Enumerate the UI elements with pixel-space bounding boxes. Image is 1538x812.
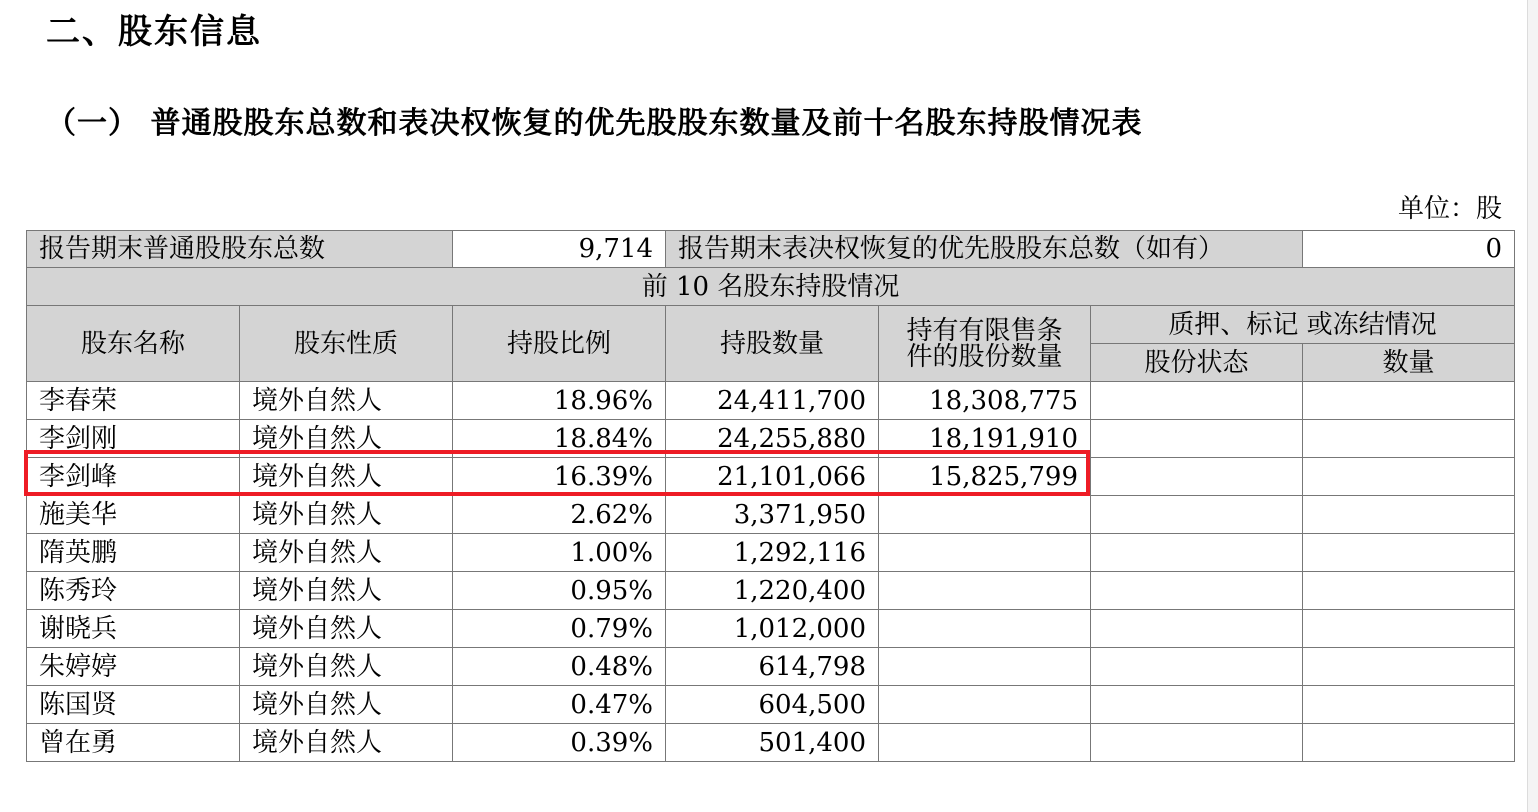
summary-row <box>27 231 1515 268</box>
holder-nature: 境外自然人 <box>240 686 453 724</box>
pledge-quantity <box>1303 534 1515 572</box>
holder-name: 隋英鹏 <box>27 534 240 572</box>
holder-name: 李剑刚 <box>27 420 240 458</box>
pledge-status <box>1091 724 1303 762</box>
pledge-quantity <box>1303 572 1515 610</box>
scrollbar[interactable] <box>1527 0 1538 812</box>
pledge-quantity <box>1303 496 1515 534</box>
restricted-quantity <box>879 572 1091 610</box>
restricted-quantity <box>879 686 1091 724</box>
shareholder-table <box>26 230 1515 762</box>
table-row <box>27 382 1515 420</box>
holding-quantity: 604,500 <box>666 686 879 724</box>
holder-nature: 境外自然人 <box>240 458 453 496</box>
holding-quantity: 1,012,000 <box>666 610 879 648</box>
holding-ratio: 1.00% <box>453 534 666 572</box>
pledge-quantity <box>1303 610 1515 648</box>
restricted-quantity <box>879 496 1091 534</box>
restricted-quantity <box>879 724 1091 762</box>
holding-quantity: 3,371,950 <box>666 496 879 534</box>
table-row <box>27 496 1515 534</box>
pledge-status <box>1091 686 1303 724</box>
holding-quantity: 614,798 <box>666 648 879 686</box>
pledge-status <box>1091 534 1303 572</box>
holder-name: 陈国贤 <box>27 686 240 724</box>
holder-name: 李春荣 <box>27 382 240 420</box>
holding-quantity: 1,220,400 <box>666 572 879 610</box>
holding-quantity: 24,255,880 <box>666 420 879 458</box>
holder-nature: 境外自然人 <box>240 382 453 420</box>
header-restricted-line2: 件的股份数量 <box>906 341 1063 372</box>
holding-ratio: 0.95% <box>453 572 666 610</box>
header-pledge-status: 股份状态 <box>1091 344 1303 382</box>
pledge-quantity <box>1303 420 1515 458</box>
pledge-quantity <box>1303 382 1515 420</box>
holding-quantity: 501,400 <box>666 724 879 762</box>
holding-quantity: 24,411,700 <box>666 382 879 420</box>
pledge-status <box>1091 572 1303 610</box>
restricted-quantity <box>879 648 1091 686</box>
header-nature: 股东性质 <box>240 306 453 382</box>
preferred-holders-label: 报告期末表决权恢复的优先股股东总数（如有） <box>666 231 1303 268</box>
top10-title-row <box>27 268 1515 306</box>
table-row <box>27 534 1515 572</box>
table-row <box>27 610 1515 648</box>
table-row <box>27 572 1515 610</box>
holder-name: 曾在勇 <box>27 724 240 762</box>
holder-nature: 境外自然人 <box>240 572 453 610</box>
holding-quantity: 21,101,066 <box>666 458 879 496</box>
table-row <box>27 686 1515 724</box>
restricted-quantity: 18,308,775 <box>879 382 1091 420</box>
holder-name: 施美华 <box>27 496 240 534</box>
holding-ratio: 0.47% <box>453 686 666 724</box>
restricted-quantity <box>879 534 1091 572</box>
header-quantity: 持股数量 <box>666 306 879 382</box>
holder-nature: 境外自然人 <box>240 648 453 686</box>
holder-name: 谢晓兵 <box>27 610 240 648</box>
pledge-quantity <box>1303 686 1515 724</box>
holder-name: 朱婷婷 <box>27 648 240 686</box>
header-row-1 <box>27 306 1515 344</box>
pledge-status <box>1091 420 1303 458</box>
holding-ratio: 16.39% <box>453 458 666 496</box>
header-name: 股东名称 <box>27 306 240 382</box>
holder-nature: 境外自然人 <box>240 420 453 458</box>
common-holders-label: 报告期末普通股股东总数 <box>27 231 453 268</box>
pledge-quantity <box>1303 648 1515 686</box>
holding-ratio: 0.79% <box>453 610 666 648</box>
header-pledge-group: 质押、标记 或冻结情况 <box>1091 306 1515 344</box>
holding-ratio: 18.96% <box>453 382 666 420</box>
holder-nature: 境外自然人 <box>240 496 453 534</box>
header-restricted <box>879 306 1091 382</box>
holding-ratio: 0.48% <box>453 648 666 686</box>
restricted-quantity <box>879 610 1091 648</box>
pledge-status <box>1091 458 1303 496</box>
holder-name: 陈秀玲 <box>27 572 240 610</box>
holder-name: 李剑峰 <box>27 458 240 496</box>
pledge-status <box>1091 496 1303 534</box>
top10-title: 前 10 名股东持股情况 <box>27 268 1515 306</box>
table-row <box>27 420 1515 458</box>
holder-nature: 境外自然人 <box>240 724 453 762</box>
pledge-quantity <box>1303 724 1515 762</box>
header-restricted-line1: 持有有限售条 <box>906 315 1063 346</box>
holding-ratio: 2.62% <box>453 496 666 534</box>
holder-nature: 境外自然人 <box>240 534 453 572</box>
holding-ratio: 0.39% <box>453 724 666 762</box>
restricted-quantity: 15,825,799 <box>879 458 1091 496</box>
subsection-title: （一） 普通股股东总数和表决权恢复的优先股股东数量及前十名股东持股情况表 <box>46 106 1143 141</box>
restricted-quantity: 18,191,910 <box>879 420 1091 458</box>
preferred-holders-value: 0 <box>1303 231 1515 268</box>
holding-quantity: 1,292,116 <box>666 534 879 572</box>
unit-label: 单位：股 <box>1397 194 1502 224</box>
header-pledge-quantity: 数量 <box>1303 344 1515 382</box>
pledge-status <box>1091 648 1303 686</box>
table-row <box>27 648 1515 686</box>
holding-ratio: 18.84% <box>453 420 666 458</box>
section-title: 二、股东信息 <box>46 12 262 52</box>
common-holders-value: 9,714 <box>453 231 666 268</box>
table-row <box>27 724 1515 762</box>
pledge-status <box>1091 382 1303 420</box>
holder-nature: 境外自然人 <box>240 610 453 648</box>
pledge-quantity <box>1303 458 1515 496</box>
table-row <box>27 458 1515 496</box>
pledge-status <box>1091 610 1303 648</box>
header-ratio: 持股比例 <box>453 306 666 382</box>
